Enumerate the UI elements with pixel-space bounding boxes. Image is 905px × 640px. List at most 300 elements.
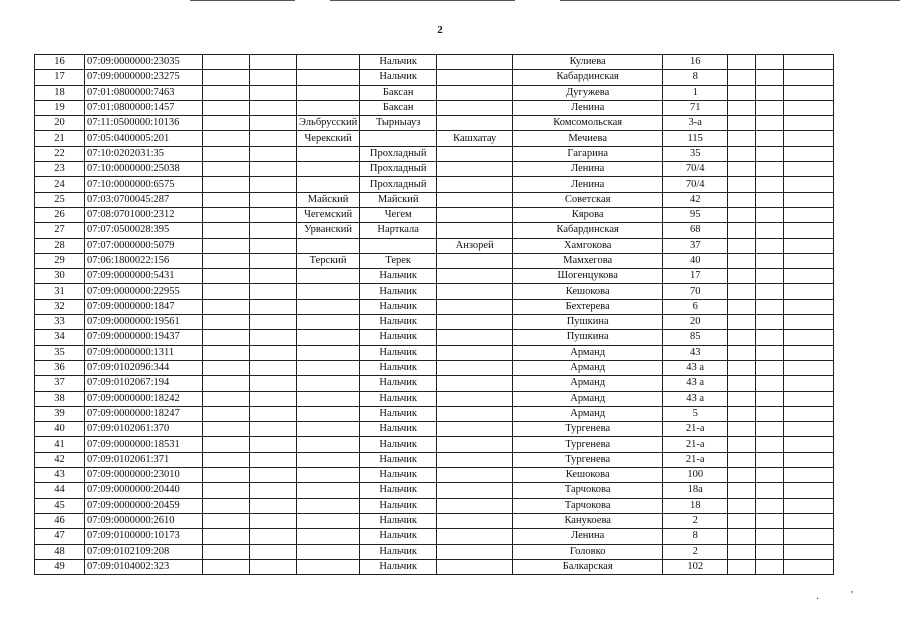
house-cell: 3-а bbox=[663, 116, 728, 131]
empty-cell bbox=[784, 131, 834, 146]
empty-cell bbox=[250, 360, 297, 375]
house-cell: 102 bbox=[663, 559, 728, 574]
empty-cell bbox=[784, 223, 834, 238]
empty-cell bbox=[728, 253, 756, 268]
empty-cell bbox=[250, 70, 297, 85]
house-cell: 6 bbox=[663, 299, 728, 314]
city-cell: Нальчик bbox=[360, 498, 437, 513]
street-cell: Кабардинская bbox=[513, 70, 663, 85]
table-row bbox=[35, 299, 834, 314]
empty-cell bbox=[784, 146, 834, 161]
empty-cell bbox=[756, 284, 784, 299]
empty-cell bbox=[250, 192, 297, 207]
empty-cell bbox=[784, 253, 834, 268]
table-row bbox=[35, 544, 834, 559]
empty-cell bbox=[250, 299, 297, 314]
house-cell: 115 bbox=[663, 131, 728, 146]
street-cell: Тарчокова bbox=[513, 483, 663, 498]
street-cell: Хамгокова bbox=[513, 238, 663, 253]
row-number: 17 bbox=[35, 70, 85, 85]
house-cell: 5 bbox=[663, 406, 728, 421]
city-cell: Нальчик bbox=[360, 360, 437, 375]
empty-cell bbox=[756, 146, 784, 161]
row-number: 26 bbox=[35, 207, 85, 222]
empty-cell bbox=[756, 330, 784, 345]
house-cell: 43 а bbox=[663, 360, 728, 375]
table-row bbox=[35, 345, 834, 360]
row-number: 23 bbox=[35, 162, 85, 177]
table-row bbox=[35, 513, 834, 528]
empty-cell bbox=[250, 100, 297, 115]
region-cell: Чегемский bbox=[297, 207, 360, 222]
empty-cell bbox=[728, 529, 756, 544]
row-number: 40 bbox=[35, 422, 85, 437]
row-number: 19 bbox=[35, 100, 85, 115]
village-cell bbox=[437, 177, 513, 192]
empty-cell bbox=[756, 299, 784, 314]
empty-cell bbox=[203, 345, 250, 360]
empty-cell bbox=[728, 192, 756, 207]
empty-cell bbox=[784, 116, 834, 131]
empty-cell bbox=[784, 299, 834, 314]
empty-cell bbox=[784, 544, 834, 559]
empty-cell bbox=[250, 284, 297, 299]
city-cell: Нальчик bbox=[360, 437, 437, 452]
cadastral-number: 07:09:0102067:194 bbox=[85, 376, 203, 391]
street-cell: Ленина bbox=[513, 162, 663, 177]
house-cell: 2 bbox=[663, 513, 728, 528]
table-row bbox=[35, 391, 834, 406]
region-cell bbox=[297, 330, 360, 345]
village-cell bbox=[437, 162, 513, 177]
village-cell bbox=[437, 116, 513, 131]
empty-cell bbox=[203, 315, 250, 330]
empty-cell bbox=[728, 207, 756, 222]
empty-cell bbox=[784, 238, 834, 253]
empty-cell bbox=[203, 100, 250, 115]
cadastral-number: 07:09:0000000:5431 bbox=[85, 269, 203, 284]
empty-cell bbox=[250, 223, 297, 238]
row-number: 48 bbox=[35, 544, 85, 559]
row-number: 36 bbox=[35, 360, 85, 375]
row-number: 28 bbox=[35, 238, 85, 253]
cadastral-number: 07:01:0800000:7463 bbox=[85, 85, 203, 100]
empty-cell bbox=[250, 131, 297, 146]
street-cell: Канукоева bbox=[513, 513, 663, 528]
region-cell bbox=[297, 315, 360, 330]
village-cell bbox=[437, 452, 513, 467]
empty-cell bbox=[728, 299, 756, 314]
cadastral-number: 07:09:0000000:20440 bbox=[85, 483, 203, 498]
region-cell bbox=[297, 55, 360, 70]
street-cell: Тургенева bbox=[513, 437, 663, 452]
empty-cell bbox=[728, 452, 756, 467]
house-cell: 21-а bbox=[663, 452, 728, 467]
empty-cell bbox=[784, 345, 834, 360]
city-cell: Майский bbox=[360, 192, 437, 207]
region-cell bbox=[297, 70, 360, 85]
house-cell: 70/4 bbox=[663, 162, 728, 177]
village-cell bbox=[437, 192, 513, 207]
empty-cell bbox=[250, 253, 297, 268]
table-row bbox=[35, 85, 834, 100]
empty-cell bbox=[784, 483, 834, 498]
empty-cell bbox=[784, 269, 834, 284]
empty-cell bbox=[203, 376, 250, 391]
empty-cell bbox=[784, 207, 834, 222]
empty-cell bbox=[784, 55, 834, 70]
row-number: 20 bbox=[35, 116, 85, 131]
table-row bbox=[35, 376, 834, 391]
table-row bbox=[35, 437, 834, 452]
empty-cell bbox=[728, 513, 756, 528]
empty-cell bbox=[784, 452, 834, 467]
region-cell bbox=[297, 559, 360, 574]
empty-cell bbox=[756, 376, 784, 391]
row-number: 44 bbox=[35, 483, 85, 498]
village-cell: Анзорей bbox=[437, 238, 513, 253]
street-cell: Кулиева bbox=[513, 55, 663, 70]
table-row bbox=[35, 406, 834, 421]
empty-cell bbox=[250, 269, 297, 284]
house-cell: 70/4 bbox=[663, 177, 728, 192]
row-number: 25 bbox=[35, 192, 85, 207]
house-cell: 43 а bbox=[663, 376, 728, 391]
row-number: 49 bbox=[35, 559, 85, 574]
house-cell: 35 bbox=[663, 146, 728, 161]
house-cell: 40 bbox=[663, 253, 728, 268]
region-cell bbox=[297, 284, 360, 299]
house-cell: 20 bbox=[663, 315, 728, 330]
city-cell: Нальчик bbox=[360, 452, 437, 467]
cadastral-number: 07:09:0000000:19437 bbox=[85, 330, 203, 345]
empty-cell bbox=[728, 100, 756, 115]
empty-cell bbox=[756, 437, 784, 452]
city-cell: Нальчик bbox=[360, 269, 437, 284]
cadastral-number: 07:09:0000000:18242 bbox=[85, 391, 203, 406]
empty-cell bbox=[784, 360, 834, 375]
table-row bbox=[35, 330, 834, 345]
page-number: 2 bbox=[437, 24, 443, 36]
empty-cell bbox=[250, 207, 297, 222]
city-cell: Нальчик bbox=[360, 544, 437, 559]
table-row bbox=[35, 177, 834, 192]
empty-cell bbox=[728, 55, 756, 70]
house-cell: 95 bbox=[663, 207, 728, 222]
street-cell: Дугужева bbox=[513, 85, 663, 100]
empty-cell bbox=[784, 315, 834, 330]
empty-cell bbox=[756, 513, 784, 528]
table-row bbox=[35, 483, 834, 498]
table-row bbox=[35, 238, 834, 253]
region-cell bbox=[297, 483, 360, 498]
empty-cell bbox=[756, 468, 784, 483]
empty-cell bbox=[728, 223, 756, 238]
empty-cell bbox=[203, 437, 250, 452]
empty-cell bbox=[250, 391, 297, 406]
region-cell: Эльбрусский bbox=[297, 116, 360, 131]
table-row bbox=[35, 131, 834, 146]
village-cell bbox=[437, 483, 513, 498]
region-cell bbox=[297, 299, 360, 314]
empty-cell bbox=[203, 468, 250, 483]
village-cell bbox=[437, 269, 513, 284]
house-cell: 43 bbox=[663, 345, 728, 360]
city-cell: Нальчик bbox=[360, 559, 437, 574]
row-number: 16 bbox=[35, 55, 85, 70]
empty-cell bbox=[756, 70, 784, 85]
region-cell bbox=[297, 422, 360, 437]
cadastral-number: 07:08:0701000:2312 bbox=[85, 207, 203, 222]
empty-cell bbox=[203, 299, 250, 314]
house-cell: 8 bbox=[663, 70, 728, 85]
village-cell bbox=[437, 55, 513, 70]
empty-cell bbox=[756, 207, 784, 222]
empty-cell bbox=[728, 70, 756, 85]
street-cell: Ленина bbox=[513, 100, 663, 115]
village-cell bbox=[437, 315, 513, 330]
village-cell bbox=[437, 345, 513, 360]
cadastral-number: 07:09:0000000:23010 bbox=[85, 468, 203, 483]
row-number: 37 bbox=[35, 376, 85, 391]
table-row bbox=[35, 146, 834, 161]
empty-cell bbox=[250, 116, 297, 131]
cadastral-number: 07:09:0104002:323 bbox=[85, 559, 203, 574]
village-cell bbox=[437, 70, 513, 85]
house-cell: 43 а bbox=[663, 391, 728, 406]
cadastral-number: 07:09:0000000:22955 bbox=[85, 284, 203, 299]
cadastral-number: 07:03:0700045:287 bbox=[85, 192, 203, 207]
row-number: 46 bbox=[35, 513, 85, 528]
table-row bbox=[35, 559, 834, 574]
empty-cell bbox=[203, 177, 250, 192]
street-cell: Головко bbox=[513, 544, 663, 559]
village-cell bbox=[437, 376, 513, 391]
city-cell: Нальчик bbox=[360, 513, 437, 528]
cadastral-number: 07:10:0000000:6575 bbox=[85, 177, 203, 192]
empty-cell bbox=[203, 422, 250, 437]
empty-cell bbox=[784, 162, 834, 177]
empty-cell bbox=[784, 529, 834, 544]
empty-cell bbox=[756, 116, 784, 131]
city-cell: Нальчик bbox=[360, 483, 437, 498]
house-cell: 85 bbox=[663, 330, 728, 345]
scan-marks: ' bbox=[851, 590, 853, 601]
empty-cell bbox=[728, 330, 756, 345]
empty-cell bbox=[756, 315, 784, 330]
house-cell: 68 bbox=[663, 223, 728, 238]
house-cell: 70 bbox=[663, 284, 728, 299]
empty-cell bbox=[203, 146, 250, 161]
empty-cell bbox=[756, 559, 784, 574]
table-row bbox=[35, 116, 834, 131]
village-cell bbox=[437, 100, 513, 115]
empty-cell bbox=[784, 100, 834, 115]
row-number: 31 bbox=[35, 284, 85, 299]
cadastral-number: 07:09:0000000:2610 bbox=[85, 513, 203, 528]
row-number: 27 bbox=[35, 223, 85, 238]
table-row bbox=[35, 269, 834, 284]
row-number: 45 bbox=[35, 498, 85, 513]
empty-cell bbox=[203, 70, 250, 85]
village-cell bbox=[437, 391, 513, 406]
region-cell bbox=[297, 345, 360, 360]
cadastral-number: 07:09:0000000:19561 bbox=[85, 315, 203, 330]
empty-cell bbox=[784, 498, 834, 513]
empty-cell bbox=[250, 498, 297, 513]
cadastral-number: 07:10:0000000:25038 bbox=[85, 162, 203, 177]
empty-cell bbox=[756, 360, 784, 375]
region-cell bbox=[297, 162, 360, 177]
cadastral-number: 07:09:0000000:1311 bbox=[85, 345, 203, 360]
region-cell bbox=[297, 498, 360, 513]
empty-cell bbox=[728, 559, 756, 574]
empty-cell bbox=[728, 406, 756, 421]
region-cell bbox=[297, 529, 360, 544]
village-cell bbox=[437, 85, 513, 100]
row-number: 18 bbox=[35, 85, 85, 100]
row-number: 42 bbox=[35, 452, 85, 467]
empty-cell bbox=[250, 452, 297, 467]
village-cell bbox=[437, 406, 513, 421]
table-body bbox=[35, 55, 834, 575]
village-cell bbox=[437, 513, 513, 528]
row-number: 22 bbox=[35, 146, 85, 161]
street-cell: Кешокова bbox=[513, 468, 663, 483]
scan-marks: · bbox=[816, 594, 820, 605]
empty-cell bbox=[250, 177, 297, 192]
empty-cell bbox=[250, 529, 297, 544]
street-cell: Ленина bbox=[513, 529, 663, 544]
house-cell: 100 bbox=[663, 468, 728, 483]
row-number: 34 bbox=[35, 330, 85, 345]
city-cell: Нальчик bbox=[360, 330, 437, 345]
row-number: 21 bbox=[35, 131, 85, 146]
city-cell: Нальчик bbox=[360, 284, 437, 299]
empty-cell bbox=[728, 269, 756, 284]
city-cell: Нальчик bbox=[360, 299, 437, 314]
empty-cell bbox=[728, 544, 756, 559]
street-cell: Ленина bbox=[513, 177, 663, 192]
region-cell: Терский bbox=[297, 253, 360, 268]
region-cell bbox=[297, 391, 360, 406]
empty-cell bbox=[250, 162, 297, 177]
street-cell: Тургенева bbox=[513, 422, 663, 437]
village-cell bbox=[437, 529, 513, 544]
empty-cell bbox=[756, 269, 784, 284]
empty-cell bbox=[756, 253, 784, 268]
house-cell: 21-а bbox=[663, 422, 728, 437]
house-cell: 1 bbox=[663, 85, 728, 100]
table-row bbox=[35, 223, 834, 238]
city-cell: Прохладный bbox=[360, 162, 437, 177]
city-cell: Нальчик bbox=[360, 422, 437, 437]
empty-cell bbox=[784, 330, 834, 345]
house-cell: 18а bbox=[663, 483, 728, 498]
empty-cell bbox=[784, 284, 834, 299]
region-cell: Майский bbox=[297, 192, 360, 207]
house-cell: 18 bbox=[663, 498, 728, 513]
region-cell bbox=[297, 360, 360, 375]
cadastral-number: 07:09:0100000:10173 bbox=[85, 529, 203, 544]
empty-cell bbox=[203, 253, 250, 268]
city-cell: Прохладный bbox=[360, 146, 437, 161]
empty-cell bbox=[250, 422, 297, 437]
house-cell: 8 bbox=[663, 529, 728, 544]
street-cell: Гагарина bbox=[513, 146, 663, 161]
empty-cell bbox=[203, 544, 250, 559]
empty-cell bbox=[756, 544, 784, 559]
empty-cell bbox=[728, 498, 756, 513]
table-row bbox=[35, 207, 834, 222]
empty-cell bbox=[728, 437, 756, 452]
cadastral-number: 07:07:0500028:395 bbox=[85, 223, 203, 238]
village-cell bbox=[437, 544, 513, 559]
empty-cell bbox=[728, 284, 756, 299]
empty-cell bbox=[203, 55, 250, 70]
empty-cell bbox=[784, 513, 834, 528]
scan-edge-line bbox=[330, 0, 515, 1]
region-cell bbox=[297, 100, 360, 115]
table-row bbox=[35, 70, 834, 85]
empty-cell bbox=[203, 360, 250, 375]
row-number: 24 bbox=[35, 177, 85, 192]
city-cell: Чегем bbox=[360, 207, 437, 222]
cadastral-number: 07:09:0000000:23275 bbox=[85, 70, 203, 85]
cadastral-number: 07:07:0000000:5079 bbox=[85, 238, 203, 253]
scan-edge-line bbox=[560, 0, 900, 1]
empty-cell bbox=[784, 468, 834, 483]
cadastral-number: 07:09:0102061:371 bbox=[85, 452, 203, 467]
region-cell bbox=[297, 406, 360, 421]
empty-cell bbox=[756, 483, 784, 498]
empty-cell bbox=[203, 162, 250, 177]
row-number: 35 bbox=[35, 345, 85, 360]
street-cell: Арманд bbox=[513, 406, 663, 421]
region-cell: Черекский bbox=[297, 131, 360, 146]
region-cell bbox=[297, 437, 360, 452]
cadastral-number: 07:09:0000000:20459 bbox=[85, 498, 203, 513]
city-cell: Терек bbox=[360, 253, 437, 268]
village-cell bbox=[437, 468, 513, 483]
region-cell bbox=[297, 513, 360, 528]
region-cell bbox=[297, 146, 360, 161]
empty-cell bbox=[203, 269, 250, 284]
city-cell bbox=[360, 238, 437, 253]
empty-cell bbox=[756, 422, 784, 437]
table-row bbox=[35, 55, 834, 70]
empty-cell bbox=[203, 207, 250, 222]
house-cell: 21-а bbox=[663, 437, 728, 452]
empty-cell bbox=[784, 177, 834, 192]
empty-cell bbox=[784, 422, 834, 437]
street-cell: Кярова bbox=[513, 207, 663, 222]
empty-cell bbox=[756, 406, 784, 421]
empty-cell bbox=[203, 452, 250, 467]
empty-cell bbox=[784, 406, 834, 421]
region-cell bbox=[297, 468, 360, 483]
empty-cell bbox=[250, 238, 297, 253]
empty-cell bbox=[756, 162, 784, 177]
empty-cell bbox=[203, 284, 250, 299]
region-cell bbox=[297, 177, 360, 192]
table-row bbox=[35, 452, 834, 467]
street-cell: Мамхегова bbox=[513, 253, 663, 268]
village-cell bbox=[437, 299, 513, 314]
city-cell: Нальчик bbox=[360, 406, 437, 421]
row-number: 39 bbox=[35, 406, 85, 421]
empty-cell bbox=[756, 391, 784, 406]
